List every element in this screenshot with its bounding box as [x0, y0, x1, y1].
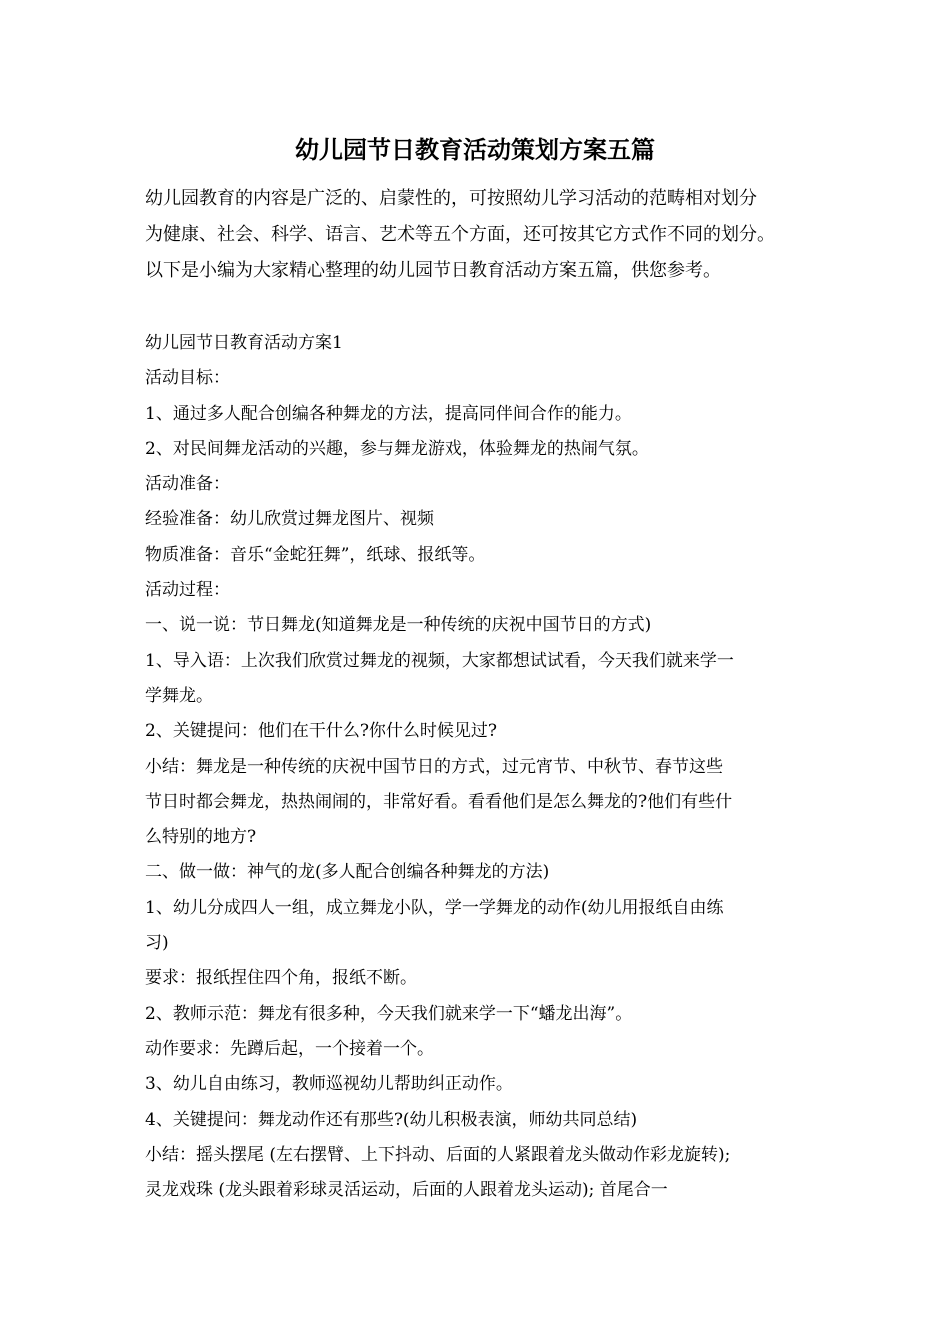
intro-line: 为健康、社会、科学、语言、艺术等五个方面，还可按其它方式作不同的划分。 — [145, 224, 775, 245]
text-line: 学舞龙。 — [145, 685, 213, 706]
text-line: 节日时都会舞龙，热热闹闹的，非常好看。看看他们是怎么舞龙的?他们有些什 — [145, 791, 733, 812]
document-title: 幼儿园节日教育活动策划方案五篇 — [295, 135, 655, 164]
text-line: 动作要求：先蹲后起，一个接着一个。 — [145, 1038, 434, 1059]
intro-paragraph — [145, 181, 825, 289]
text-line: 一、说一说：节日舞龙(知道舞龙是一种传统的庆祝中国节日的方式) — [145, 615, 652, 636]
text-line: 1、幼儿分成四人一组，成立舞龙小队，学一学舞龙的动作(幼儿用报纸自由练 — [145, 897, 724, 918]
text-line: 3、幼儿自由练习，教师巡视幼儿帮助纠正动作。 — [145, 1074, 513, 1095]
text-line: 小结：摇头摆尾 (左右摆臂、上下抖动、后面的人紧跟着龙头做动作彩龙旋转); — [145, 1144, 731, 1165]
text-line: 2、关键提问：他们在干什么?你什么时候见过? — [145, 721, 498, 742]
body-text — [145, 326, 825, 1208]
subheading-goals: 活动目标： — [145, 368, 230, 389]
intro-line: 以下是小编为大家精心整理的幼儿园节日教育活动方案五篇，供您参考。 — [145, 260, 721, 281]
text-line: 1、通过多人配合创编各种舞龙的方法，提高同伴间合作的能力。 — [145, 403, 632, 424]
section-heading: 幼儿园节日教育活动方案1 — [145, 333, 343, 353]
text-line: 经验准备：幼儿欣赏过舞龙图片、视频 — [145, 509, 434, 530]
text-line: 么特别的地方? — [145, 827, 257, 848]
text-line: 1、导入语：上次我们欣赏过舞龙的视频，大家都想试试看，今天我们就来学一 — [145, 650, 734, 671]
text-line: 灵龙戏珠 (龙头跟着彩球灵活运动，后面的人跟着龙头运动); 首尾合一 — [145, 1180, 668, 1201]
text-line: 2、对民间舞龙活动的兴趣，参与舞龙游戏，体验舞龙的热闹气氛。 — [145, 438, 649, 459]
text-line: 2、教师示范：舞龙有很多种，今天我们就来学一下“蟠龙出海”。 — [145, 1003, 633, 1024]
text-line: 小结：舞龙是一种传统的庆祝中国节日的方式，过元宵节、中秋节、春节这些 — [145, 756, 723, 777]
subheading-process: 活动过程： — [145, 580, 230, 601]
text-line: 要求：报纸捏住四个角，报纸不断。 — [145, 968, 417, 989]
text-line: 二、做一做：神气的龙(多人配合创编各种舞龙的方法) — [145, 862, 550, 883]
text-line: 4、关键提问：舞龙动作还有那些?(幼儿积极表演，师幼共同总结) — [145, 1109, 638, 1130]
text-line: 习) — [145, 933, 169, 954]
subheading-preparation: 活动准备： — [145, 474, 230, 495]
intro-line: 幼儿园教育的内容是广泛的、启蒙性的，可按照幼儿学习活动的范畴相对划分 — [145, 188, 757, 209]
text-line: 物质准备：音乐“金蛇狂舞”，纸球、报纸等。 — [145, 544, 486, 565]
